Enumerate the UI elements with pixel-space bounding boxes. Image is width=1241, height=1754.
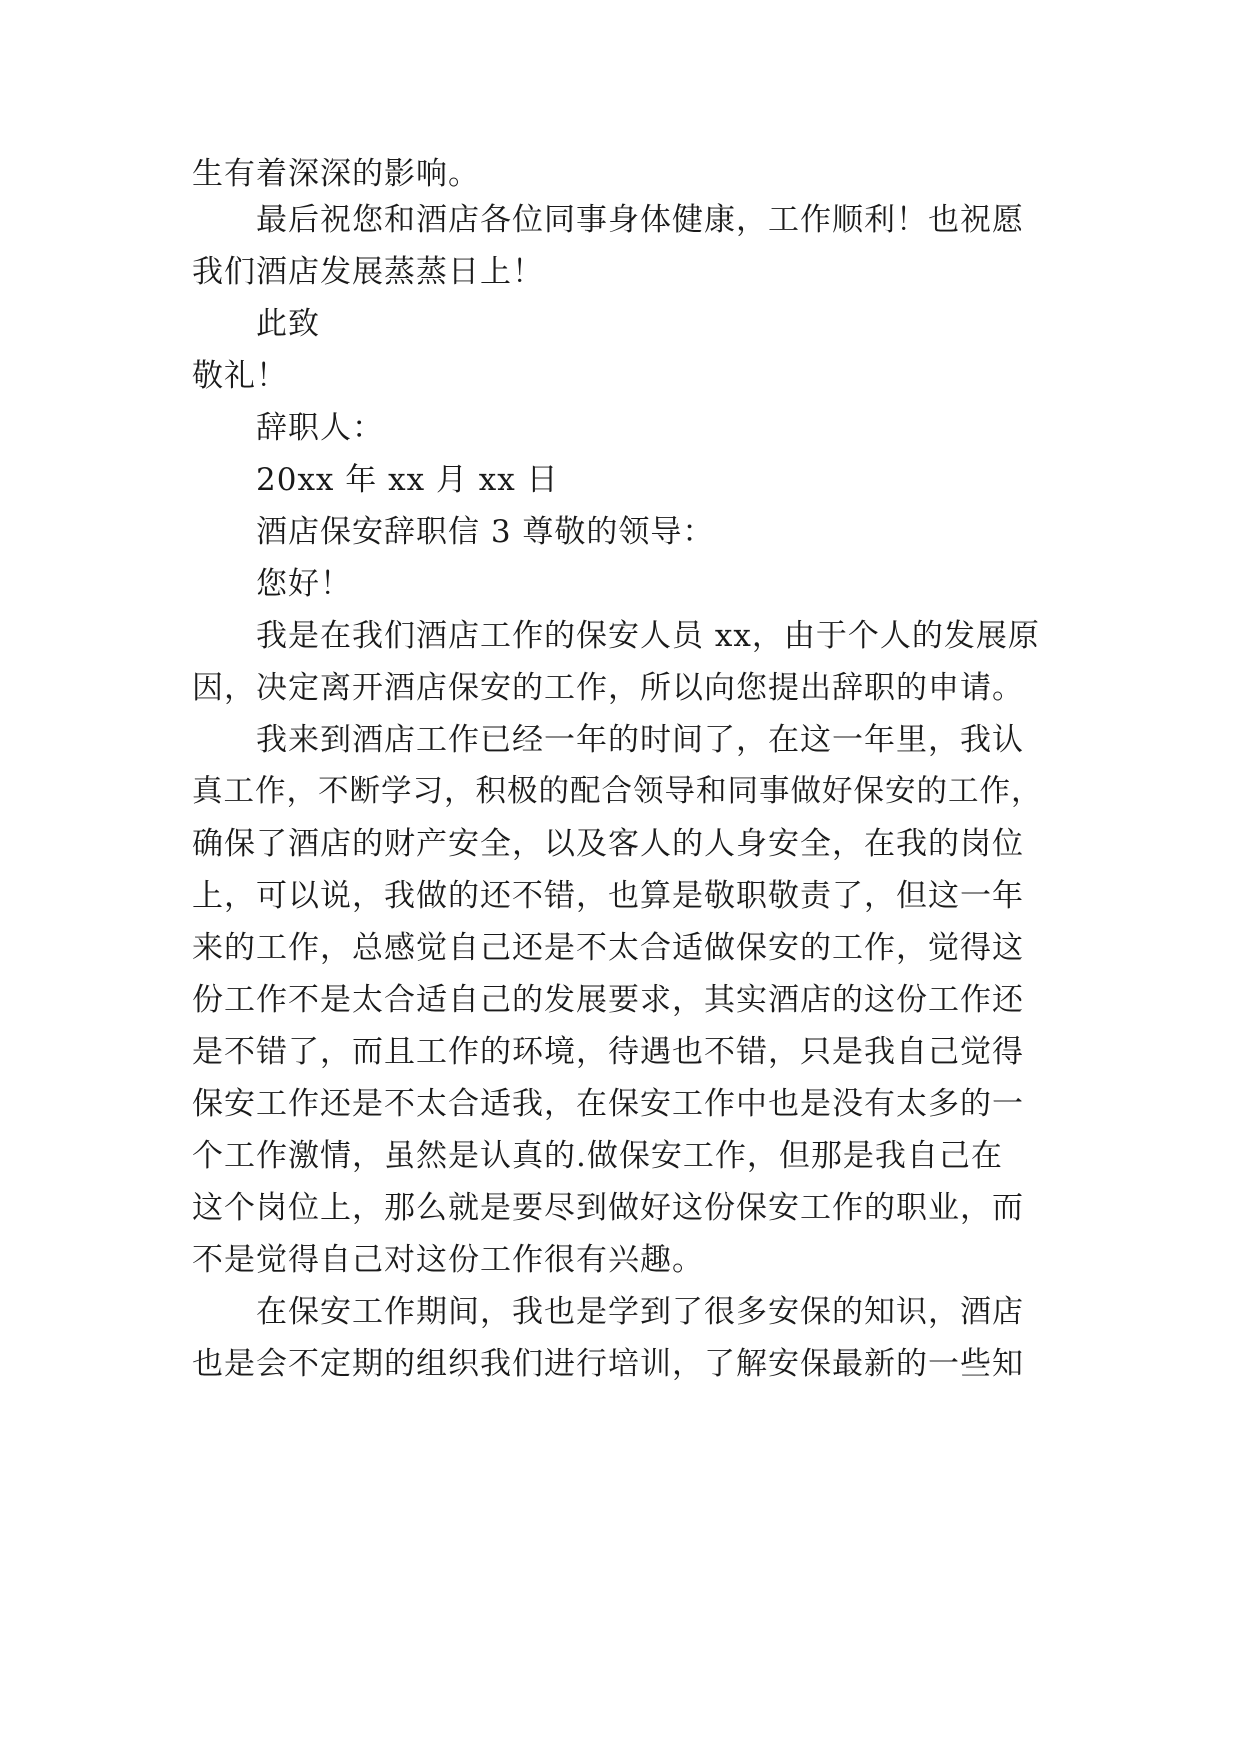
text-line: 份工作不是太合适自己的发展要求，其实酒店的这份工作还	[192, 982, 1024, 1018]
text-line: 辞职人：	[256, 410, 384, 446]
text-line: 我是在我们酒店工作的保安人员 xx，由于个人的发展原	[256, 618, 1040, 654]
text-line: 也是会不定期的组织我们进行培训，了解安保最新的一些知	[192, 1346, 1024, 1382]
text-line: 真工作，不断学习，积极的配合领导和同事做好保安的工作，	[192, 774, 1043, 809]
text-line: 生有着深深的影响。	[192, 156, 480, 192]
text-line: 不是觉得自己对这份工作很有兴趣。	[192, 1242, 704, 1278]
text-line: 此致	[256, 306, 320, 342]
text-line: 最后祝您和酒店各位同事身体健康，工作顺利！也祝愿	[256, 202, 1024, 238]
text-line: 敬礼！	[192, 358, 288, 394]
text-line: 20xx 年 xx 月 xx 日	[256, 462, 559, 498]
text-line: 这个岗位上，那么就是要尽到做好这份保安工作的职业，而	[192, 1190, 1024, 1226]
text-line: 您好！	[256, 566, 352, 602]
text-line: 个工作激情，虽然是认真的.做保安工作，但那是我自己在	[192, 1138, 1003, 1174]
text-line: 在保安工作期间，我也是学到了很多安保的知识，酒店	[256, 1294, 1024, 1330]
text-line: 来的工作，总感觉自己还是不太合适做保安的工作，觉得这	[192, 930, 1024, 966]
text-line: 是不错了，而且工作的环境，待遇也不错，只是我自己觉得	[192, 1034, 1024, 1070]
text-line: 上，可以说，我做的还不错，也算是敬职敬责了，但这一年	[192, 878, 1024, 914]
text-line: 酒店保安辞职信 3 尊敬的领导：	[256, 514, 715, 550]
text-line: 保安工作还是不太合适我，在保安工作中也是没有太多的一	[192, 1086, 1024, 1122]
text-line: 确保了酒店的财产安全，以及客人的人身安全，在我的岗位	[192, 826, 1024, 862]
text-line: 我们酒店发展蒸蒸日上！	[192, 254, 544, 290]
text-line: 我来到酒店工作已经一年的时间了，在这一年里，我认	[256, 722, 1024, 758]
text-line: 因，决定离开酒店保安的工作，所以向您提出辞职的申请。	[192, 670, 1024, 706]
